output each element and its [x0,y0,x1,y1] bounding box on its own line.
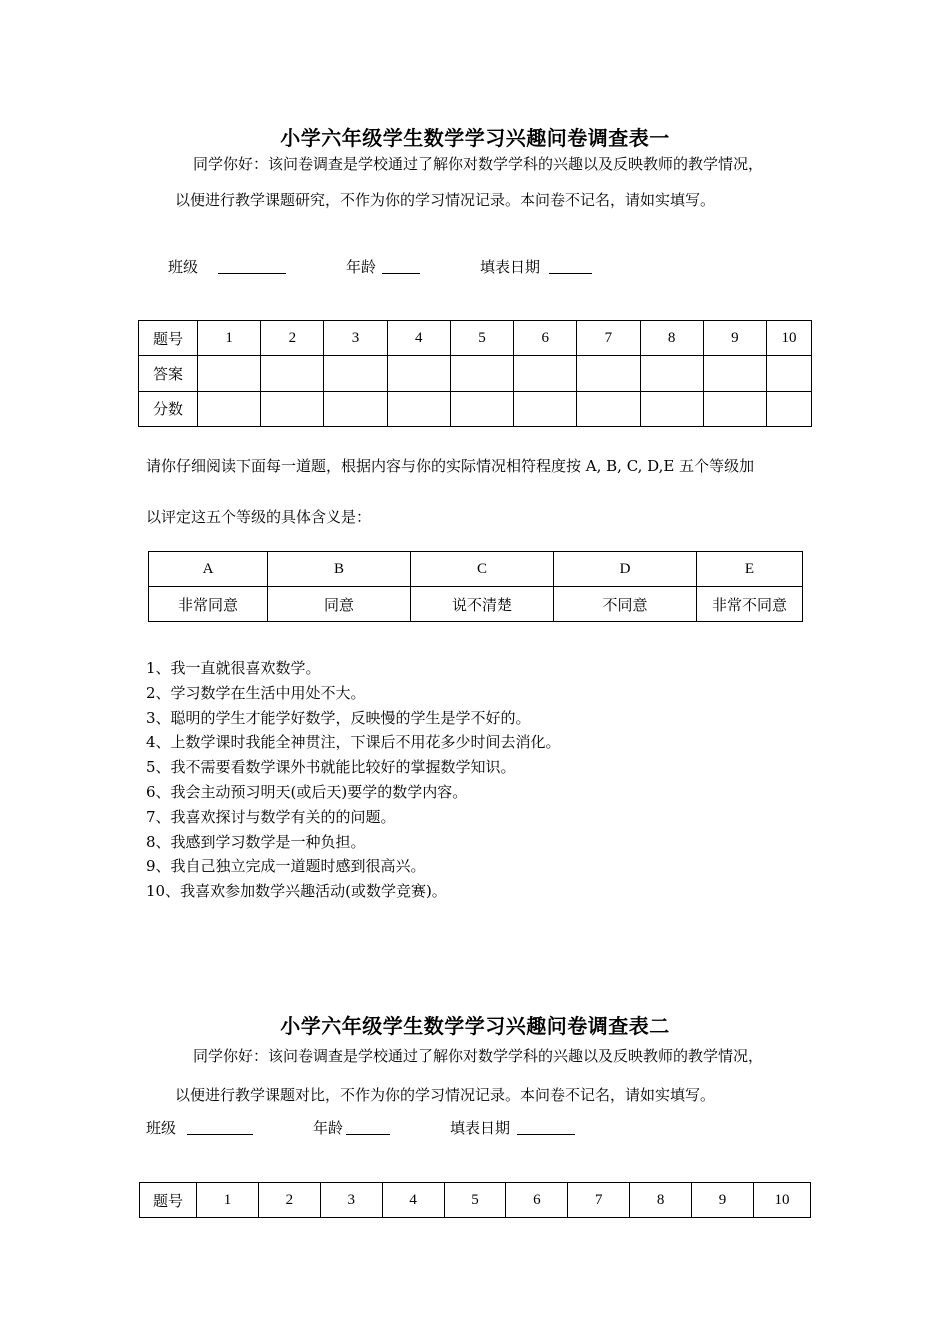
score-cell[interactable] [450,391,513,426]
date-blank[interactable] [549,258,592,274]
answer-cell[interactable] [640,356,703,391]
grade-letter: B [268,552,411,587]
list-item: 7、我喜欢探讨与数学有关的的问题。 [146,807,396,826]
instruction-line2: 以评定这五个等级的具体含义是： [146,508,372,526]
answer-cell[interactable] [261,356,324,391]
grade-meaning: 说不清楚 [411,587,554,622]
score-cell[interactable] [324,391,387,426]
answer-cell[interactable] [514,356,577,391]
survey1-class-field [168,256,198,277]
question-number-cell: 9 [703,321,766,356]
row-label-number: 题号 [140,1183,197,1218]
class-label: 班级 [168,258,199,276]
answer-cell[interactable] [387,356,450,391]
score-cell[interactable] [387,391,450,426]
question-number-cell: 1 [197,1183,259,1218]
date-blank[interactable] [517,1119,575,1135]
list-item: 5、我不需要看数学课外书就能比较好的掌握数学知识。 [146,758,516,777]
answer-cell[interactable] [767,356,812,391]
survey2-answer-table [139,1182,811,1218]
score-cell[interactable] [703,391,766,426]
grade-meaning: 同意 [268,587,411,622]
question-number-cell: 8 [630,1183,692,1218]
question-number-cell: 1 [198,321,261,356]
question-number-cell: 7 [577,321,640,356]
question-number-cell: 7 [568,1183,630,1218]
survey1-intro-line1: 同学你好：该问卷调查是学校通过了解你对数学学科的兴趣以及反映教师的教学情况， [193,155,764,173]
table-row [140,1183,811,1218]
row-label-answer: 答案 [139,356,198,391]
question-number-cell: 4 [382,1183,444,1218]
question-number-cell: 5 [444,1183,506,1218]
list-item: 4、上数学课时我能全神贯注，下课后不用花多少时间去消化。 [146,733,561,752]
survey1-date-field [480,256,540,277]
answer-cell[interactable] [703,356,766,391]
question-number-cell: 6 [514,321,577,356]
age-blank[interactable] [346,1119,390,1135]
grade-legend-table [148,551,803,622]
score-cell[interactable] [198,391,261,426]
question-number-cell: 3 [320,1183,382,1218]
row-label-score: 分数 [139,391,198,426]
question-number-cell: 2 [261,321,324,356]
age-blank[interactable] [382,258,420,274]
date-label: 填表日期 [450,1119,511,1137]
row-label-number: 题号 [139,321,198,356]
question-number-cell: 10 [767,321,812,356]
question-number-cell: 10 [754,1183,811,1218]
question-list [146,656,561,904]
table-row [139,321,812,356]
survey1-title: 小学六年级学生数学学习兴趣问卷调查表一 [280,126,670,150]
score-cell[interactable] [577,391,640,426]
question-number-cell: 3 [324,321,387,356]
table-row [139,356,812,391]
list-item: 10、我喜欢参加数学兴趣活动(或数学竞赛)。 [146,882,447,901]
survey1-intro-line2: 以便进行教学课题研究，不作为你的学习情况记录。本问卷不记名，请如实填写。 [175,191,716,209]
instruction-line1: 请你仔细阅读下面每一道题，根据内容与你的实际情况相符程度按 A, B, C, D,E 五个等级加 [146,457,755,475]
age-label: 年龄 [313,1119,344,1137]
grade-letter: C [411,552,554,587]
answer-cell[interactable] [450,356,513,391]
grade-letter: A [149,552,268,587]
class-label: 班级 [146,1119,177,1137]
survey1-age-field [346,256,376,277]
grade-meaning: 不同意 [554,587,697,622]
list-item: 8、我感到学习数学是一种负担。 [146,832,366,851]
question-number-cell: 8 [640,321,703,356]
score-cell[interactable] [767,391,812,426]
answer-cell[interactable] [324,356,387,391]
grade-meaning: 非常不同意 [697,587,803,622]
list-item: 6、我会主动预习明天(或后天)要学的数学内容。 [146,782,468,801]
answer-cell[interactable] [577,356,640,391]
question-number-cell: 4 [387,321,450,356]
table-row [149,587,803,622]
survey2-intro-line1: 同学你好：该问卷调查是学校通过了解你对数学学科的兴趣以及反映教师的教学情况， [193,1047,764,1065]
survey2-date-field [450,1117,510,1138]
survey2-age-field [313,1117,343,1138]
date-label: 填表日期 [480,258,541,276]
list-item: 3、聪明的学生才能学好数学，反映慢的学生是学不好的。 [146,708,531,727]
list-item: 2、学习数学在生活中用处不大。 [146,683,366,702]
grade-meaning: 非常同意 [149,587,268,622]
age-label: 年龄 [346,258,377,276]
survey2-intro-line2: 以便进行教学课题对比，不作为你的学习情况记录。本问卷不记名，请如实填写。 [175,1086,716,1104]
score-cell[interactable] [261,391,324,426]
question-number-cell: 5 [450,321,513,356]
score-cell[interactable] [640,391,703,426]
survey1-answer-table [138,320,812,427]
class-blank[interactable] [187,1119,253,1135]
class-blank[interactable] [218,258,286,274]
answer-cell[interactable] [198,356,261,391]
survey2-title: 小学六年级学生数学学习兴趣问卷调查表二 [280,1014,670,1038]
score-cell[interactable] [514,391,577,426]
grade-letter: E [697,552,803,587]
list-item: 1、我一直就很喜欢数学。 [146,659,321,677]
table-row [149,552,803,587]
question-number-cell: 6 [506,1183,568,1218]
table-row [139,391,812,426]
survey2-class-field [146,1117,176,1138]
question-number-cell: 2 [258,1183,320,1218]
grade-letter: D [554,552,697,587]
list-item: 9、我自己独立完成一道题时感到很高兴。 [146,857,426,876]
question-number-cell: 9 [692,1183,754,1218]
